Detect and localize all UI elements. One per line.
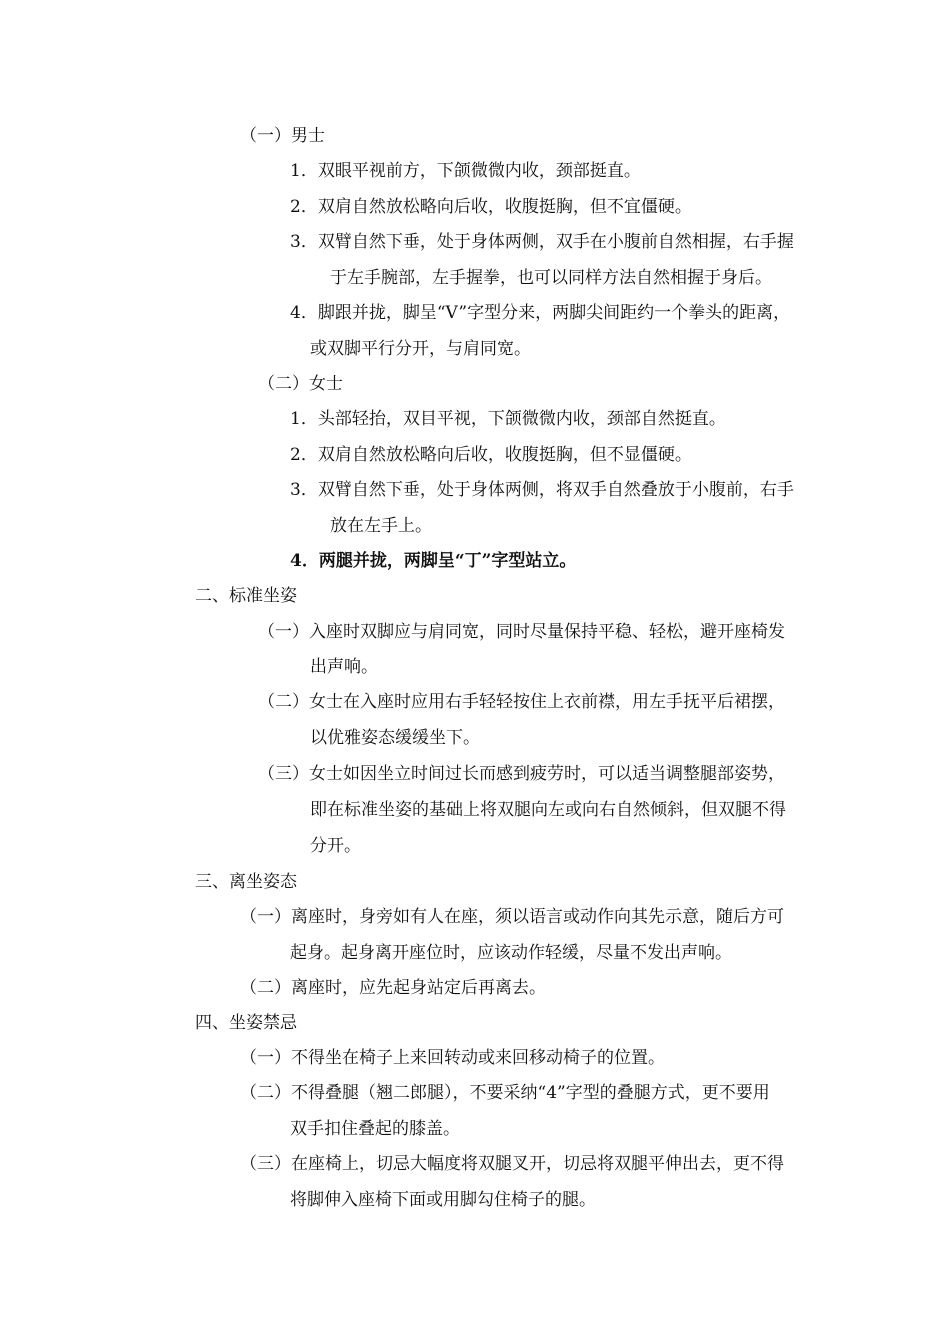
line-female-item-2: 2．双肩自然放松略向后收，收腹挺胸，但不显僵硬。 bbox=[290, 445, 692, 465]
line-section-2-heading: 二、标准坐姿 bbox=[195, 586, 297, 606]
line-male-item-1: 1．双眼平视前方，下颌微微内收，颈部挺直。 bbox=[290, 161, 641, 181]
line-section-4-item-2-cont: 双手扣住叠起的膝盖。 bbox=[290, 1119, 460, 1139]
line-section-4-item-3-cont: 将脚伸入座椅下面或用脚勾住椅子的腿。 bbox=[290, 1190, 596, 1210]
line-male-item-3: 3．双臂自然下垂，处于身体两侧，双手在小腹前自然相握，右手握 bbox=[290, 232, 794, 252]
line-section-2-item-1: （一）入座时双脚应与肩同宽，同时尽量保持平稳、轻松，避开座椅发 bbox=[258, 622, 785, 642]
line-female-item-3-cont: 放在左手上。 bbox=[330, 516, 432, 536]
line-heading-male: （一）男士 bbox=[240, 126, 325, 146]
line-section-3-item-1: （一）离座时，身旁如有人在座，须以语言或动作向其先示意，随后方可 bbox=[240, 907, 784, 927]
line-male-item-4-cont: 或双脚平行分开，与肩同宽。 bbox=[310, 339, 531, 359]
line-section-2-item-3: （三）女士如因坐立时间过长而感到疲劳时，可以适当调整腿部姿势， bbox=[258, 764, 785, 784]
line-section-3-item-1-cont: 起身。起身离开座位时，应该动作轻缓，尽量不发出声响。 bbox=[290, 943, 732, 963]
line-female-item-1: 1．头部轻抬，双目平视，下颌微微内收，颈部自然挺直。 bbox=[290, 409, 726, 429]
line-section-4-heading: 四、坐姿禁忌 bbox=[195, 1013, 297, 1033]
line-heading-female: （二）女士 bbox=[258, 374, 343, 394]
line-section-3-heading: 三、离坐姿态 bbox=[195, 872, 297, 892]
line-section-2-item-2-cont: 以优雅姿态缓缓坐下。 bbox=[310, 728, 480, 748]
line-section-2-item-2: （二）女士在入座时应用右手轻轻按住上衣前襟，用左手抚平后裙摆， bbox=[258, 692, 785, 712]
line-female-item-4: 4．两腿并拢，两脚呈“丁”字型站立。 bbox=[290, 551, 577, 571]
line-section-4-item-1: （一）不得坐在椅子上来回转动或来回移动椅子的位置。 bbox=[240, 1048, 665, 1068]
line-section-2-item-3-cont: 即在标准坐姿的基础上将双腿向左或向右自然倾斜，但双腿不得 bbox=[310, 800, 786, 820]
line-female-item-3: 3．双臂自然下垂，处于身体两侧，将双手自然叠放于小腹前，右手 bbox=[290, 480, 794, 500]
line-male-item-2: 2．双肩自然放松略向后收，收腹挺胸，但不宜僵硬。 bbox=[290, 197, 692, 217]
line-section-2-item-1-cont: 出声响。 bbox=[310, 657, 378, 677]
line-section-4-item-3: （三）在座椅上，切忌大幅度将双腿叉开，切忌将双腿平伸出去，更不得 bbox=[240, 1154, 784, 1174]
line-male-item-4: 4．脚跟并拢，脚呈“V”字型分来，两脚尖间距约一个拳头的距离， bbox=[290, 303, 791, 323]
line-male-item-3-cont: 于左手腕部，左手握拳，也可以同样方法自然相握于身后。 bbox=[330, 268, 772, 288]
line-section-2-item-3-cont-2: 分开。 bbox=[310, 836, 361, 856]
line-section-3-item-2: （二）离座时，应先起身站定后再离去。 bbox=[240, 978, 546, 998]
line-section-4-item-2: （二）不得叠腿（翘二郎腿），不要采纳“4”字型的叠腿方式，更不要用 bbox=[240, 1083, 770, 1103]
